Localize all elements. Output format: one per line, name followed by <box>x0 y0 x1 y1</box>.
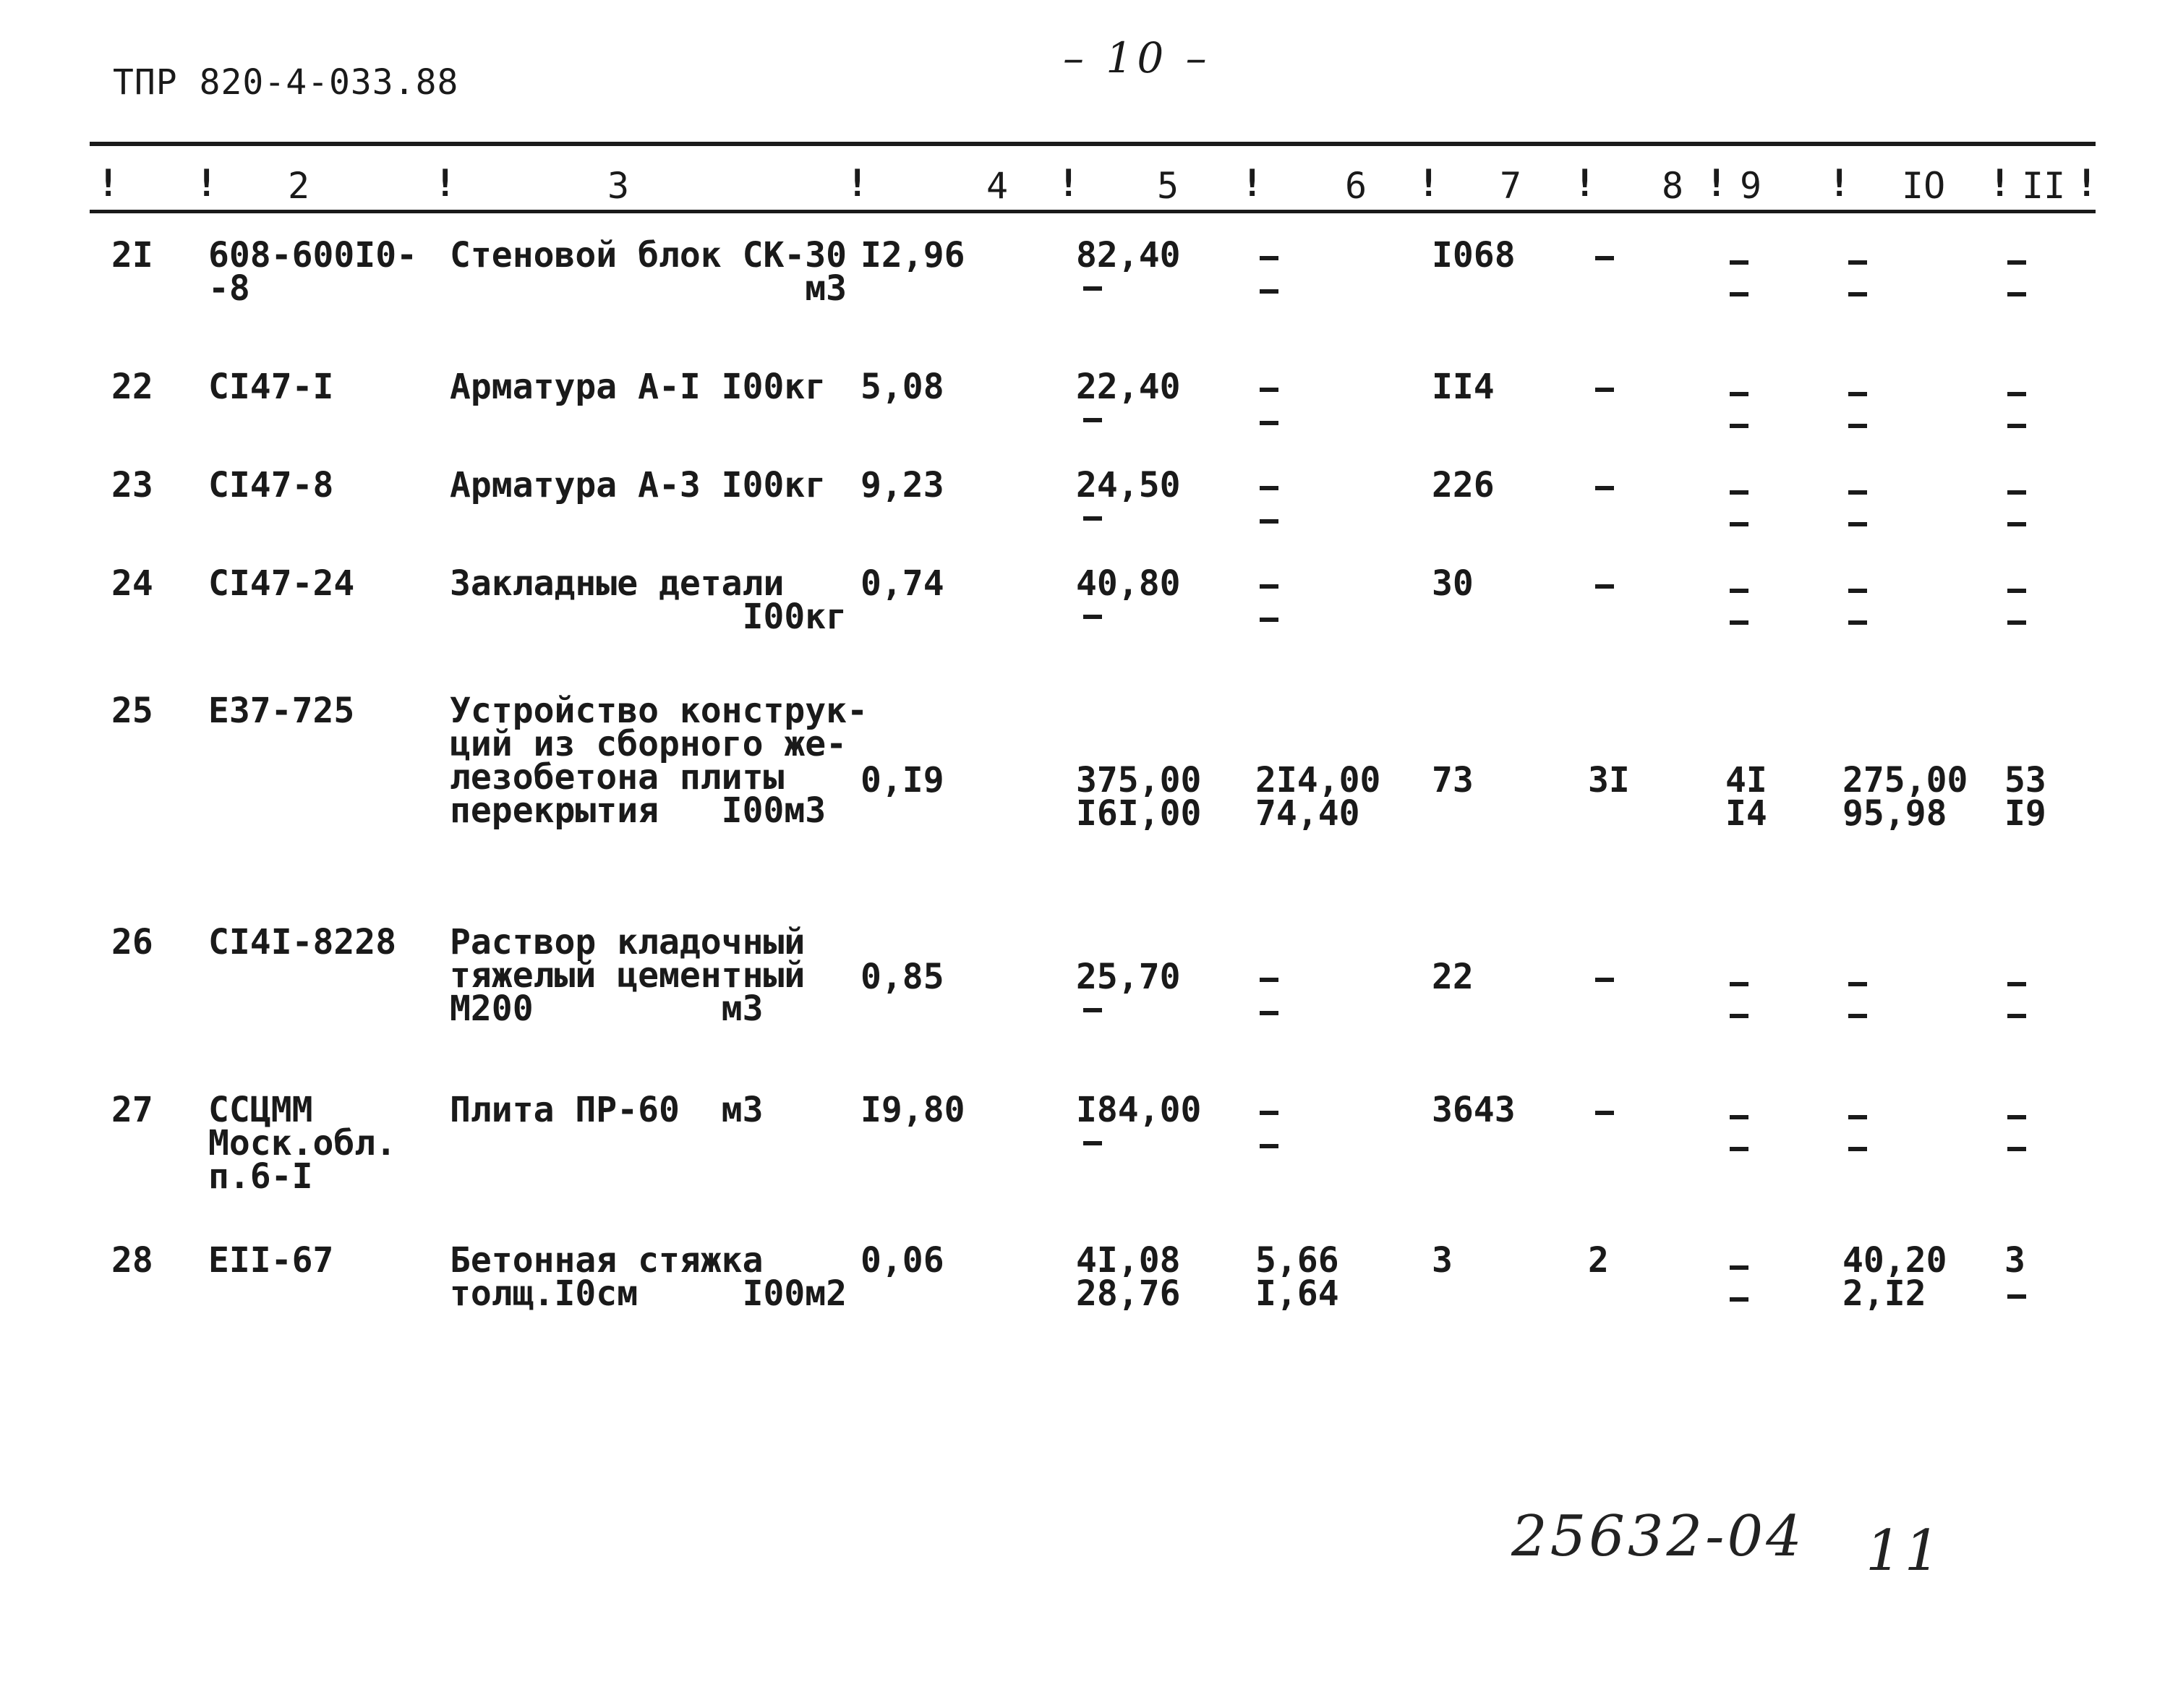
dash-mark <box>1083 615 1102 619</box>
dash-mark <box>1848 982 1867 986</box>
work-name: Бетонная стяжка толщ.I0см I00м2 <box>450 1240 847 1314</box>
dash-mark <box>1595 1111 1614 1115</box>
dash-mark <box>1260 1144 1278 1148</box>
dash-mark <box>2007 522 2026 526</box>
dash-mark <box>1848 1115 1867 1119</box>
col11-value: 3 <box>2004 1240 2025 1281</box>
dash-mark <box>1730 1265 1748 1270</box>
dash-mark <box>1083 286 1102 291</box>
column-header-6: 6 <box>1345 165 1367 207</box>
work-name: Плита ПР-60 м3 <box>450 1090 764 1130</box>
dash-mark <box>2007 1147 2026 1151</box>
row-number: 27 <box>111 1090 153 1130</box>
dash-mark <box>1083 1141 1102 1145</box>
col7-value: 73 <box>1432 760 1474 800</box>
col7-value: 3643 <box>1432 1090 1516 1130</box>
col6-value: 5,66 <box>1255 1240 1339 1281</box>
quantity: 0,I9 <box>860 760 944 800</box>
col10-value: 40,20 <box>1842 1240 1947 1281</box>
col5-value: 25,70 <box>1076 957 1181 997</box>
dash-mark <box>1083 1008 1102 1012</box>
dash-mark <box>1260 618 1278 622</box>
row-number: 23 <box>111 465 153 505</box>
dash-mark <box>2007 424 2026 428</box>
col8-value: 2 <box>1588 1240 1609 1281</box>
column-separator: ! <box>195 162 218 205</box>
col5-subvalue: I6I,00 <box>1076 793 1202 834</box>
dash-mark <box>1260 388 1278 392</box>
dash-mark <box>2007 260 2026 265</box>
document-code: ТПР 820-4-033.88 <box>113 62 459 103</box>
dash-mark <box>1260 289 1278 294</box>
column-separator: ! <box>1705 162 1728 205</box>
dash-mark <box>2007 392 2026 396</box>
dash-mark <box>1848 424 1867 428</box>
quantity: 9,23 <box>860 465 944 505</box>
dash-mark <box>2007 1115 2026 1119</box>
col7-value: 22 <box>1432 957 1474 997</box>
dash-mark <box>2007 490 2026 495</box>
col5-value: I84,00 <box>1076 1090 1202 1130</box>
handwritten-reference: 25632-04 <box>1511 1504 1805 1569</box>
dash-mark <box>1595 584 1614 589</box>
dash-mark <box>2007 982 2026 986</box>
dash-mark <box>1595 978 1614 982</box>
dash-mark <box>1848 589 1867 593</box>
col7-value: 226 <box>1432 465 1495 505</box>
work-name: Раствор кладочный тяжелый цементный М200 м3 <box>450 922 806 1029</box>
dash-mark <box>1260 1011 1278 1015</box>
dash-mark <box>1848 1147 1867 1151</box>
col5-value: 375,00 <box>1076 760 1202 800</box>
col11-subvalue: I9 <box>2004 793 2046 834</box>
col5-value: 82,40 <box>1076 235 1181 276</box>
quantity: 0,74 <box>860 563 944 604</box>
column-separator: ! <box>846 162 869 205</box>
column-separator: ! <box>1417 162 1440 205</box>
norm-code: Е37-725 <box>208 691 355 731</box>
dash-mark <box>1730 522 1748 526</box>
dash-mark <box>1730 620 1748 625</box>
col7-value: II4 <box>1432 367 1495 407</box>
col10-value: 275,00 <box>1842 760 1968 800</box>
dash-mark <box>1595 388 1614 392</box>
work-name: Арматура А-3 I00кг <box>450 465 827 505</box>
dash-mark <box>1260 584 1278 589</box>
col6-value: 2I4,00 <box>1255 760 1381 800</box>
col7-value: I068 <box>1432 235 1516 276</box>
col5-value: 24,50 <box>1076 465 1181 505</box>
col8-value: 3I <box>1588 760 1630 800</box>
dash-mark <box>2007 1294 2026 1299</box>
col5-value: 22,40 <box>1076 367 1181 407</box>
col7-value: 30 <box>1432 563 1474 604</box>
dash-mark <box>1730 982 1748 986</box>
row-number: 25 <box>111 691 153 731</box>
col6-subvalue: I,64 <box>1255 1273 1339 1314</box>
work-name: Устройство конструк- ций из сборного же- лезобетона плиты перекрытия I00м3 <box>450 691 868 831</box>
column-separator: ! <box>97 162 120 205</box>
norm-code: 608-600I0- -8 <box>208 235 417 309</box>
col9-subvalue: I4 <box>1725 793 1767 834</box>
col10-subvalue: 2,I2 <box>1842 1273 1926 1314</box>
column-header-4: 4 <box>986 165 1009 207</box>
col9-value: 4I <box>1725 760 1767 800</box>
dash-mark <box>1848 490 1867 495</box>
row-number: 22 <box>111 367 153 407</box>
column-header-9: 9 <box>1740 165 1762 207</box>
dash-mark <box>1730 1014 1748 1018</box>
dash-mark <box>1848 1014 1867 1018</box>
dash-mark <box>1730 424 1748 428</box>
dash-mark <box>1260 1111 1278 1115</box>
column-header-5: 5 <box>1157 165 1179 207</box>
row-number: 24 <box>111 563 153 604</box>
dash-mark <box>1848 260 1867 265</box>
column-separator: ! <box>2075 162 2098 205</box>
dash-mark <box>1848 522 1867 526</box>
column-header-10: IO <box>1902 165 1946 207</box>
column-separator: ! <box>1989 162 2012 205</box>
dash-mark <box>1260 519 1278 524</box>
dash-mark <box>1730 1147 1748 1151</box>
column-header-3: 3 <box>607 165 630 207</box>
column-separator: ! <box>1828 162 1851 205</box>
dash-mark <box>1730 1297 1748 1302</box>
norm-code: CI47-8 <box>208 465 334 505</box>
column-header-11: II <box>2022 165 2066 207</box>
dash-mark <box>1730 1115 1748 1119</box>
column-header-8: 8 <box>1662 165 1684 207</box>
column-header-7: 7 <box>1500 165 1522 207</box>
column-separator: ! <box>1573 162 1597 205</box>
quantity: I9,80 <box>860 1090 965 1130</box>
dash-mark <box>1848 392 1867 396</box>
quantity: I2,96 <box>860 235 965 276</box>
norm-code: CI4I-8228 <box>208 922 397 962</box>
dash-mark <box>2007 589 2026 593</box>
col5-subvalue: 28,76 <box>1076 1273 1181 1314</box>
dash-mark <box>1083 418 1102 422</box>
dash-mark <box>1260 421 1278 425</box>
col10-subvalue: 95,98 <box>1842 793 1947 834</box>
quantity: 0,06 <box>860 1240 944 1281</box>
dash-mark <box>1260 256 1278 260</box>
dash-mark <box>2007 620 2026 625</box>
column-separator: ! <box>434 162 457 205</box>
quantity: 5,08 <box>860 367 944 407</box>
col6-subvalue: 74,40 <box>1255 793 1360 834</box>
col7-value: 3 <box>1432 1240 1453 1281</box>
table-header-rule <box>90 210 2096 213</box>
dash-mark <box>2007 1014 2026 1018</box>
norm-code: CI47-I <box>208 367 334 407</box>
column-header-2: 2 <box>288 165 310 207</box>
col5-value: 40,80 <box>1076 563 1181 604</box>
col5-value: 4I,08 <box>1076 1240 1181 1281</box>
column-separator: ! <box>1057 162 1080 205</box>
dash-mark <box>1848 292 1867 296</box>
dash-mark <box>2007 292 2026 296</box>
table-top-rule <box>90 142 2096 146</box>
col11-value: 53 <box>2004 760 2046 800</box>
dash-mark <box>1730 490 1748 495</box>
row-number: 2I <box>111 235 153 276</box>
quantity: 0,85 <box>860 957 944 997</box>
dash-mark <box>1260 486 1278 490</box>
dash-mark <box>1260 978 1278 982</box>
dash-mark <box>1848 620 1867 625</box>
work-name: Стеновой блок СК-30 м3 <box>450 235 847 309</box>
work-name: Закладные детали I00кг <box>450 563 847 637</box>
dash-mark <box>1083 516 1102 521</box>
dash-mark <box>1730 292 1748 296</box>
norm-code: ЕII-67 <box>208 1240 334 1281</box>
work-name: Арматура А-I I00кг <box>450 367 827 407</box>
page-number: – 10 – <box>1063 33 1211 82</box>
norm-code: CI47-24 <box>208 563 355 604</box>
dash-mark <box>1595 256 1614 260</box>
column-separator: ! <box>1241 162 1264 205</box>
dash-mark <box>1730 260 1748 265</box>
row-number: 28 <box>111 1240 153 1281</box>
row-number: 26 <box>111 922 153 962</box>
dash-mark <box>1595 486 1614 490</box>
handwritten-sheet-number: 11 <box>1866 1519 1944 1584</box>
dash-mark <box>1730 589 1748 593</box>
dash-mark <box>1730 392 1748 396</box>
norm-code: ССЦММ Моск.обл. п.6-I <box>208 1090 397 1197</box>
